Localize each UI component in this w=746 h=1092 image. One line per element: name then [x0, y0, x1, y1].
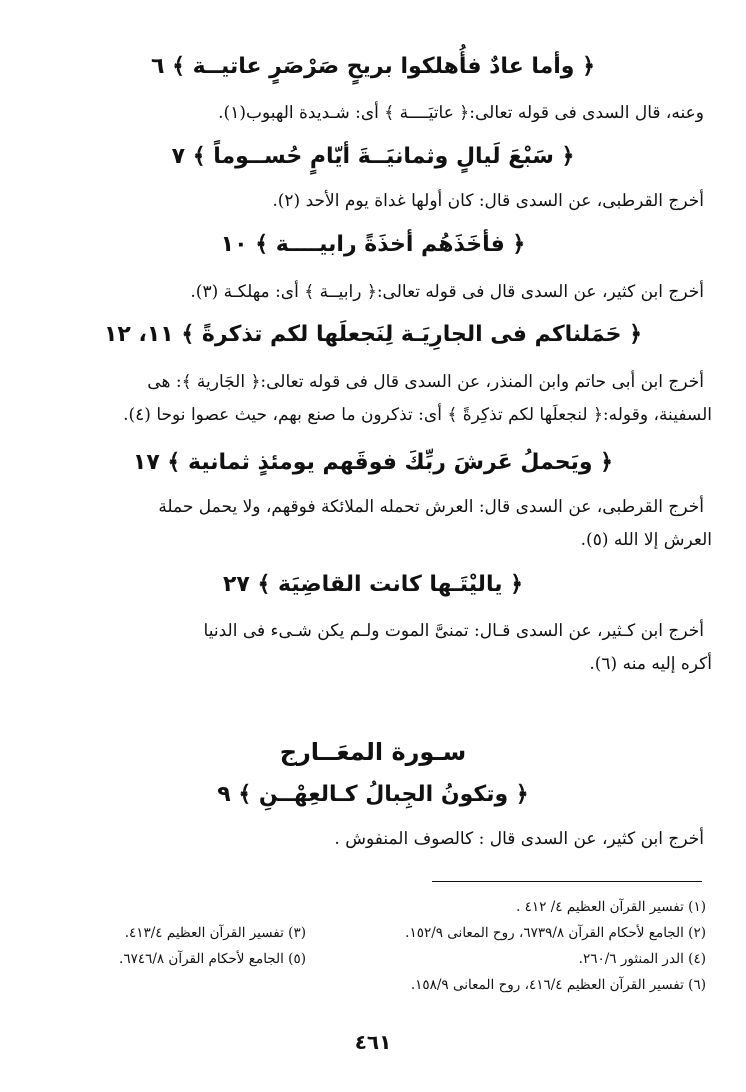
verse-heading-27: ﴿ ياليْتَـها كانت القاضِيَة ﴾ ٢٧: [222, 572, 524, 597]
verse-heading-11-12: ﴿ حَمَلناكم فى الجارِيَـة لِنَجعلَها لكم تذكرةً ﴾ ١١، ١٢: [103, 322, 643, 347]
surah-title: سـورة المعَــارج: [279, 738, 467, 766]
footnote-6: (٦) تفسير القرآن العظيم ٤١٦/٤، روح المعانى ١٥٨/٩.: [410, 977, 706, 993]
verse-heading-7: ﴿ سَبْعَ لَيالٍ وثمانيَــةَ أيّامٍ حُســوماً ﴾ ٧: [171, 144, 575, 169]
footnote-4: (٤) الدر المنثور ٢٦٠/٦.: [578, 951, 706, 967]
commentary-line: السفينة، وقوله:﴿ لنجعلَها لكم تذكِرةً ﴾ أى: تذكرون ما صنع بهم، حيث عصوا نوحا (٤).: [123, 405, 712, 425]
verse-heading-6: ﴿ وأما عادٌ فأُهلكوا بريحٍ صَرْصَرٍ عاتيــة ﴾ ٦: [150, 54, 596, 79]
commentary-line: أكره إليه منه (٦).: [589, 654, 712, 674]
footnote-3: (٣) تفسير القرآن العظيم ٤١٣/٤.: [124, 925, 306, 941]
commentary-line: أخرج ابن كـثير، عن السدى قـال: تمنىَّ الموت ولـم يكن شـىء فى الدنيا: [203, 621, 704, 641]
commentary-line: أخرج ابن كثير، عن السدى قال فى قوله تعالى:﴿ رابيــة ﴾ أى: مهلكـة (٣).: [190, 282, 704, 302]
footnote-1: (١) تفسير القرآن العظيم ٤/ ٤١٢ .: [516, 899, 706, 915]
verse-heading-17: ﴿ ويَحملُ عَرشَ ربِّكَ فوقَهم يومئذٍ ثمانية ﴾ ١٧: [132, 450, 614, 475]
verse-heading-9: ﴿ وتكونُ الجِبالُ كـالعِهْــنِ ﴾ ٩: [217, 782, 529, 807]
commentary-line: العرش إلا الله (٥).: [580, 530, 712, 550]
footnote-2: (٢) الجامع لأحكام القرآن ٦٧٣٩/٨، روح المعانى ١٥٢/٩.: [405, 925, 706, 941]
commentary-line: أخرج ابن كثير، عن السدى قال : كالصوف المنفوش .: [334, 829, 704, 849]
commentary-line: وعنه، قال السدى فى قوله تعالى:﴿ عاتيَــــة ﴾ أى: شـديدة الهبوب(١).: [218, 103, 704, 123]
commentary-line: أخرج القرطبى، عن السدى قال: كان أولها غداة يوم الأحد (٢).: [272, 191, 704, 211]
page-number: ٤٦١: [354, 1030, 392, 1054]
commentary-line: أخرج ابن أبى حاتم وابن المنذر، عن السدى قال فى قوله تعالى:﴿ الجَارية ﴾: هى: [147, 372, 704, 392]
verse-heading-10: ﴿ فأخَذَهُم أخذَةً رابيــــة ﴾ ١٠: [220, 232, 526, 257]
footnote-divider: [432, 881, 702, 882]
footnote-5: (٥) الجامع لأحكام القرآن ٦٧٤٦/٨.: [119, 951, 306, 967]
commentary-line: أخرج القرطبى، عن السدى قال: العرش تحمله الملائكة فوقهم، ولا يحمل حملة: [158, 497, 704, 517]
